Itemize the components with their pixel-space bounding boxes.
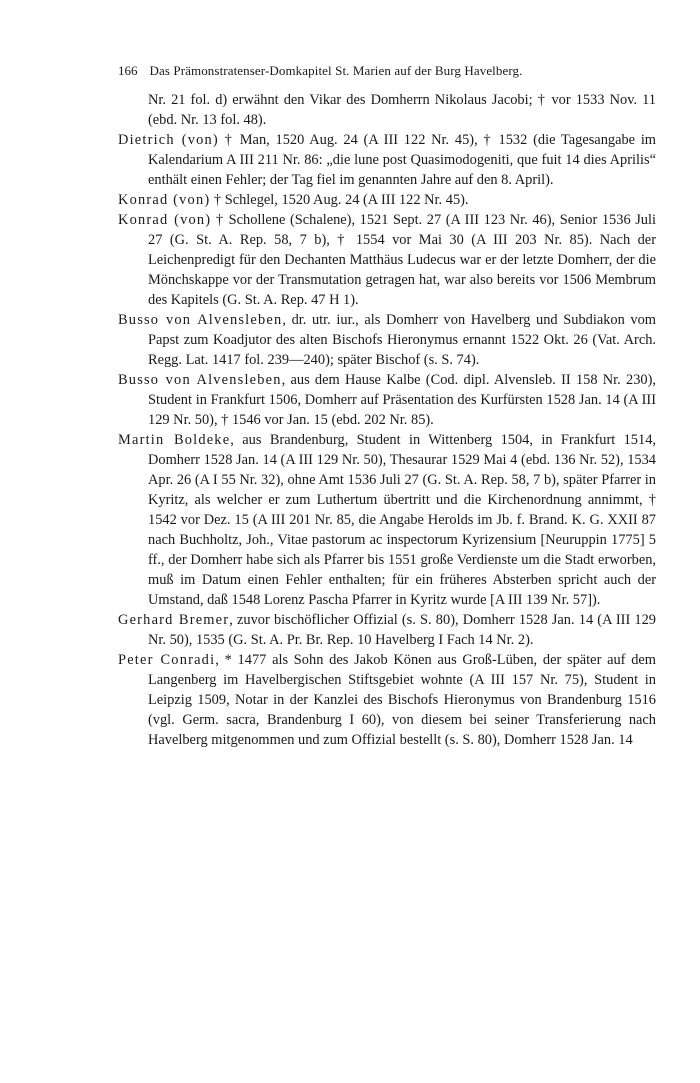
entry-text: , * 1477 als Sohn des Jakob Könen aus Groß-Lüben, der später auf dem Langenberg im Havelbergischen Stiftsgebiet wohnte (A III 157 Nr. 75), Student in Leipzig 1509, Notar in der Kanzlei des Bischofs Hieronymus von Brandenburg 1516 (vgl. Germ. sacra, Brandenburg I 60), von diesem bei seiner Transferierung nach Havelberg mitgenommen und zum Offizial bestellt (s. S. 80), Domherr 1528 Jan. 14: [148, 652, 656, 748]
entry-text: , aus dem Hause Kalbe (Cod. dipl. Alvensleb. II 158 Nr. 230), Student in Frankfurt 1506, Domherr auf Präsentation des Kurfürsten 1528 Jan. 14 (A III 129 Nr. 50), † 1546 vor Jan. 15 (ebd. 202 Nr. 85).: [148, 372, 657, 428]
entry-name: Busso von Alvensleben: [118, 312, 283, 328]
entry-dietrich: [118, 130, 656, 190]
entry-continuation: [118, 90, 656, 130]
entry-konrad-schlegel: [118, 190, 656, 210]
page-number: 166: [118, 63, 138, 78]
entry-text: , dr. utr. iur., als Domherr von Havelberg und Subdiakon vom Papst zum Koadjutor des alten Bischofs Hieronymus ernannt 1522 Okt. 26 (Vat. Arch. Regg. Lat. 1417 fol. 239—240); später Bischof (s. S. 74).: [148, 312, 657, 368]
entry-name: Konrad (von): [118, 212, 212, 228]
entry-konrad-schollene: [118, 210, 656, 310]
entry-martin-boldeke: [118, 430, 656, 610]
entry-text: Nr. 21 fol. d) erwähnt den Vikar des Domherrn Nikolaus Jacobi; † vor 1533 Nov. 11 (ebd. Nr. 13 fol. 48).: [148, 92, 656, 128]
entry-busso-alvensleben-1: [118, 310, 656, 370]
entry-text: , zuvor bischöflicher Offizial (s. S. 80), Domherr 1528 Jan. 14 (A III 129 Nr. 50), 1535 (G. St. A. Pr. Br. Rep. 10 Havelberg I Fach 14 Nr. 2).: [148, 612, 656, 648]
entry-name: Konrad (von): [118, 192, 211, 208]
entry-text: † Schlegel, 1520 Aug. 24 (A III 122 Nr. 45).: [210, 192, 469, 208]
entry-gerhard-bremer: [118, 610, 656, 650]
entry-name: Peter Conradi: [118, 652, 216, 668]
body-text: [118, 90, 656, 750]
entry-text: , aus Brandenburg, Student in Wittenberg 1504, in Frankfurt 1514, Domherr 1528 Jan. 14 (A III 129 Nr. 50), Thesaurar 1529 Mai 4 (ebd. 136 Nr. 52), 1534 Apr. 26 (A I 55 Nr. 32), ohne Amt 1536 Juli 27 (G. St. A. Rep. 58, 7 b), später Pfarrer in Kyritz, als welcher er zum Luthertum übertritt und die Kirchenordnung annimmt, † 1542 vor Dez. 15 (A III 201 Nr. 85, die Angabe Herolds im Jb. f. Brand. K. G. XXII 87 nach Buchholtz, Joh., Vitae pastorum ac inspectorum Kyrizensium [Neuruppin 1775] 5 ff., der Domherr habe sich als Pfarrer bis 1551 große Verdienste um die Stadt erworben, muß im Datum einen Fehler enthalten; für ein früheres Absterben spricht auch der Umstand, daß 1548 Lorenz Pascha Pfarrer in Kyritz wurde [A III 139 Nr. 57]).: [148, 432, 656, 608]
entry-peter-conradi: [118, 650, 656, 750]
entry-text: † Schollene (Schalene), 1521 Sept. 27 (A III 123 Nr. 46), Senior 1536 Juli 27 (G. St. A. Rep. 58, 7 b), † 1554 vor Mai 30 (A III 203 Nr. 85). Nach der Leichenpredigt für den Dechanten Matthäus Ludecus war er der letzte Domherr, der die Mönchskappe vor der Transmutation getragen hat, war also bereits vor 1506 Membrum des Kapitels (G. St. A. Rep. 47 H 1).: [148, 212, 656, 308]
entry-text: † Man, 1520 Aug. 24 (A III 122 Nr. 45), † 1532 (die Tagesangabe im Kalendarium A III 211 Nr. 86: „die lune post Quasimodogeniti, que fuit 14 dies Aprilis“ enthält einen Fehler; der Tag fiel im genannten Jahre auf den 8. April).: [148, 132, 657, 188]
entry-name: Martin Boldeke: [118, 432, 231, 448]
entry-busso-alvensleben-2: [118, 370, 656, 430]
page-header: [118, 62, 656, 80]
document-page: [118, 62, 656, 750]
running-head: Das Prämonstratenser-Domkapitel St. Marien auf der Burg Havelberg.: [149, 63, 523, 78]
entry-name: Gerhard Bremer: [118, 612, 230, 628]
entry-name: Busso von Alvensleben: [118, 372, 282, 388]
entry-name: Dietrich (von): [118, 132, 219, 148]
